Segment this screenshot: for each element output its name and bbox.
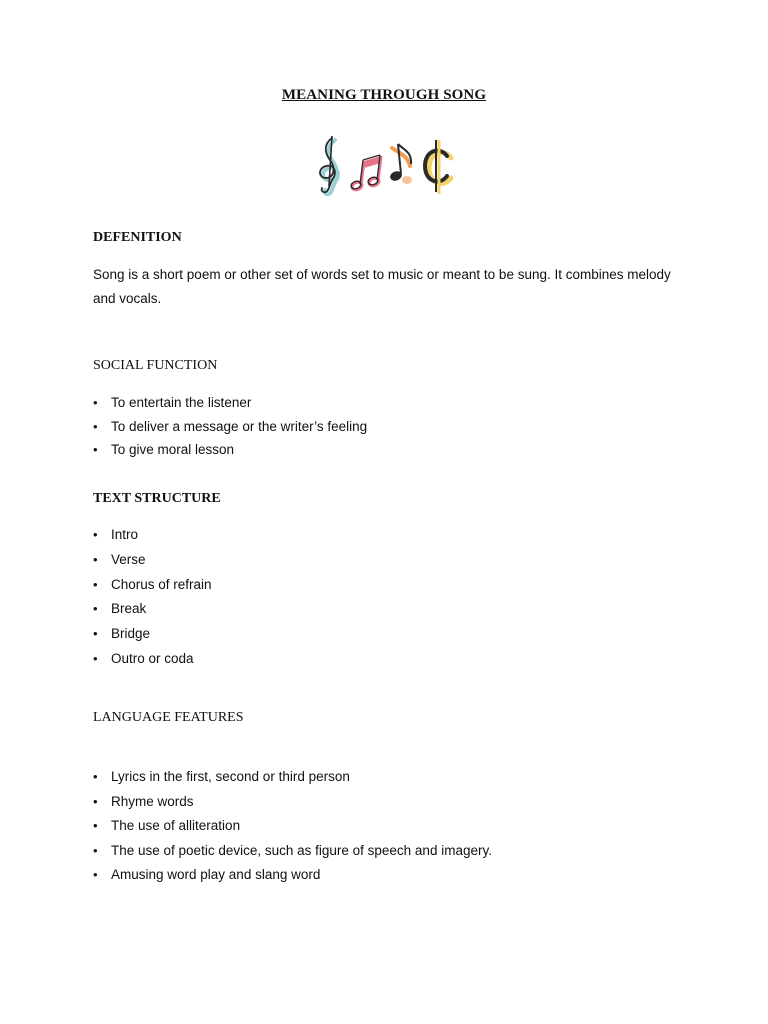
list-item: • Break xyxy=(93,597,212,622)
beamed-notes-icon xyxy=(350,155,381,191)
list-item: • Outro or coda xyxy=(93,647,212,672)
bullet-icon: • xyxy=(93,601,98,617)
bullet-icon: • xyxy=(93,551,98,567)
section-heading-text-structure: TEXT STRUCTURE xyxy=(93,491,221,506)
bullet-icon: • xyxy=(93,395,98,410)
cut-time-icon xyxy=(425,140,451,194)
bullet-icon: • xyxy=(93,818,98,834)
bullet-icon: • xyxy=(93,793,98,809)
list-item: • To entertain the listener xyxy=(93,391,367,415)
treble-clef-icon xyxy=(320,136,338,194)
list-item: • Bridge xyxy=(93,622,212,647)
list-item: • Lyrics in the first, second or third person xyxy=(93,765,492,790)
bullet-icon: • xyxy=(93,867,98,883)
list-item: • Verse xyxy=(93,548,212,573)
definition-paragraph: Song is a short poem or other set of words set to music or meant to be sung. It combines melody and vocals. xyxy=(93,267,671,306)
social-function-list xyxy=(93,391,367,462)
bullet-icon: • xyxy=(93,418,98,434)
section-heading-definition: DEFENITION xyxy=(93,230,182,245)
eighth-note-icon xyxy=(389,144,412,184)
bullet-icon: • xyxy=(93,576,98,592)
list-item: • To give moral lesson xyxy=(93,438,367,462)
list-item: • The use of poetic device, such as figure of speech and imagery. xyxy=(93,839,492,864)
document-title: MEANING THROUGH SONG xyxy=(281,87,487,103)
list-item: • Chorus of refrain xyxy=(93,573,212,598)
list-item: • The use of alliteration xyxy=(93,814,492,839)
list-item: • To deliver a message or the writer’s feeling xyxy=(93,415,367,439)
section-heading-social-function: SOCIAL FUNCTION xyxy=(93,358,218,373)
bullet-icon: • xyxy=(93,527,98,542)
section-heading-language-features: LANGUAGE FEATURES xyxy=(93,710,244,725)
bullet-icon: • xyxy=(93,650,98,666)
text-structure-list xyxy=(93,523,212,672)
bullet-icon: • xyxy=(93,769,98,784)
language-features-list xyxy=(93,765,492,888)
list-item: • Intro xyxy=(93,523,212,548)
list-item: • Rhyme words xyxy=(93,790,492,815)
bullet-icon: • xyxy=(93,626,98,642)
list-item: • Amusing word play and slang word xyxy=(93,863,492,888)
music-notes-illustration xyxy=(312,130,457,200)
bullet-icon: • xyxy=(93,442,98,457)
bullet-icon: • xyxy=(93,842,98,858)
